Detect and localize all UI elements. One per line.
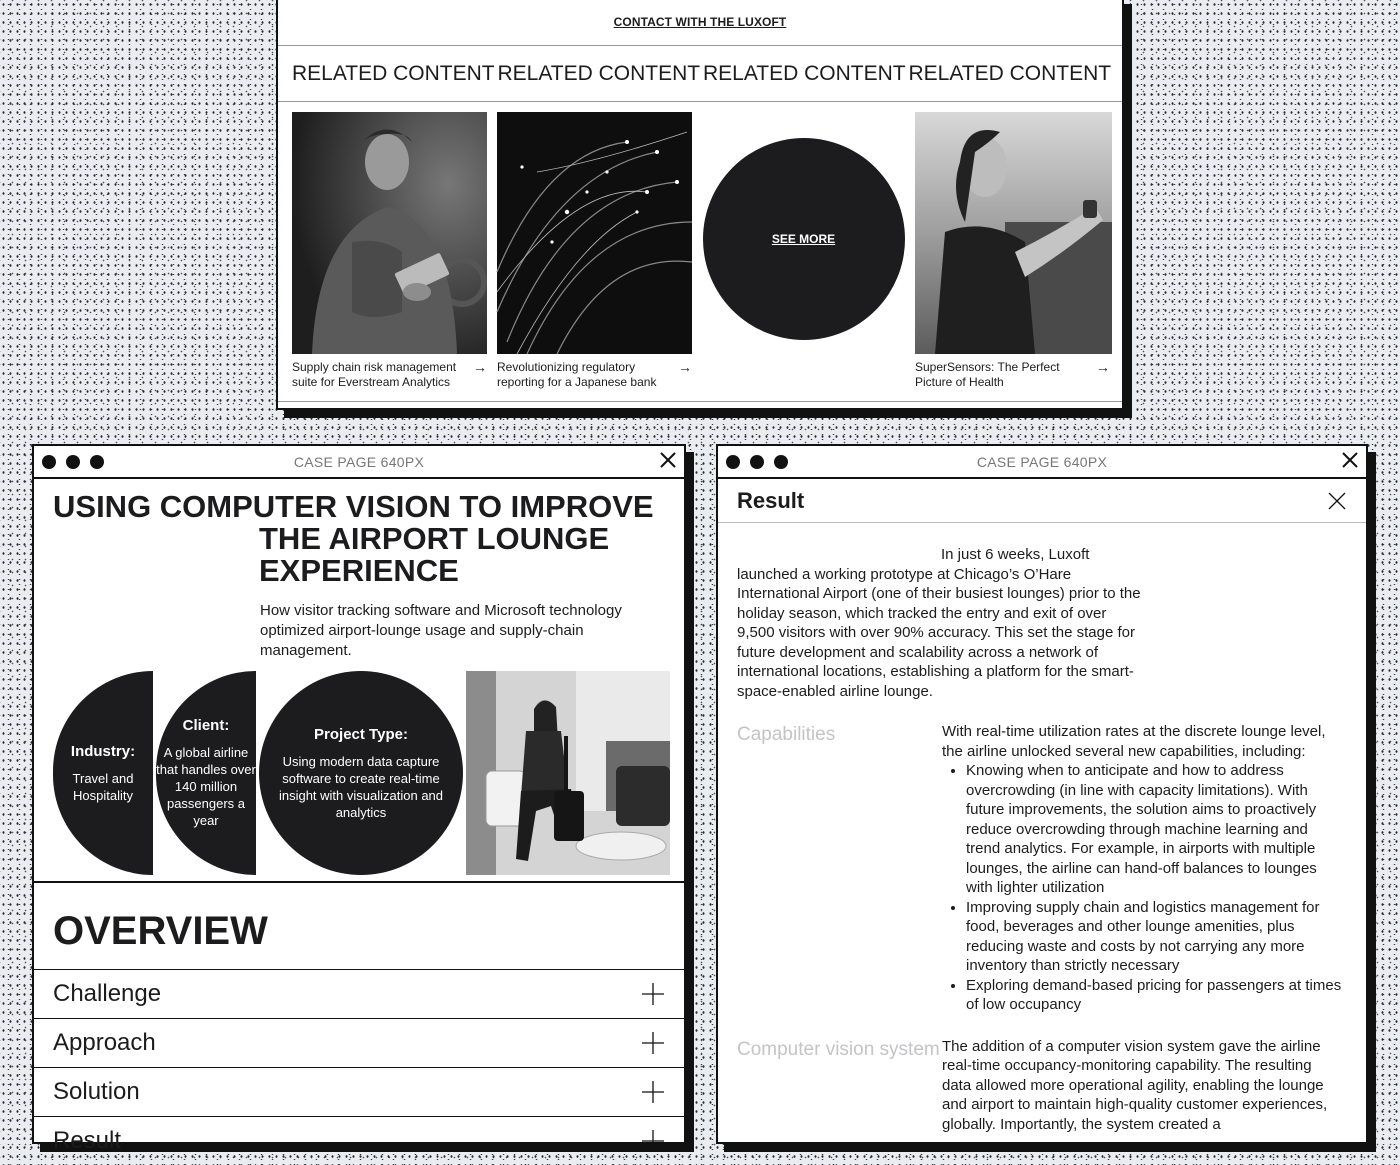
modal-header xyxy=(718,479,1366,523)
contact-bar xyxy=(278,0,1122,46)
browser-chrome xyxy=(34,446,684,479)
cv-system-text: The addition of a computer vision system gave the airline real-time occupancy-monitoring capability. The resulting data allowed more operational agility, enabling the lounge and airport to maintain high-quality customer experiences, globally. Importantly, the system created a xyxy=(942,1037,1328,1133)
related-heading: RELATED CONTENT xyxy=(703,61,906,85)
man-with-tablet-photo xyxy=(292,112,487,354)
accordion-label: Approach xyxy=(53,1029,156,1056)
card-caption: Supply chain risk management suite for Everstream Analytics xyxy=(292,360,457,389)
title-line: EXPERIENCE xyxy=(259,553,459,588)
related-headings xyxy=(278,46,1122,102)
woman-with-smartwatch-photo xyxy=(915,112,1110,354)
window-title: CASE PAGE 640PX xyxy=(293,453,425,470)
arrow-right-icon: → xyxy=(473,359,487,375)
cv-system-section xyxy=(737,1037,1366,1135)
cv-system-label: Computer vision system xyxy=(737,1038,940,1060)
modal-body xyxy=(718,523,1366,1134)
capabilities-lead: With real-time utilization rates at the discrete lounge level, the airline unlocked several new capabilities, including: xyxy=(942,723,1326,760)
see-more-wrap xyxy=(702,112,905,390)
accordion-label: Solution xyxy=(53,1078,140,1105)
modal-title: Result xyxy=(737,487,805,513)
fiber-optics-photo xyxy=(497,112,692,354)
related-content-window xyxy=(276,0,1124,410)
traveler-in-lounge-photo xyxy=(466,671,670,875)
accordion-approach[interactable] xyxy=(34,1018,684,1067)
client-label: Client: xyxy=(182,717,230,734)
accordion-solution[interactable] xyxy=(34,1067,684,1116)
close-icon[interactable] xyxy=(658,450,678,470)
related-heading: RELATED CONTENT xyxy=(908,61,1112,85)
title-line: USING COMPUTER VISION TO IMPROVE xyxy=(53,489,654,524)
plus-icon[interactable] xyxy=(642,1081,664,1103)
capabilities-section xyxy=(737,722,1366,1015)
project-type-circle xyxy=(259,671,463,875)
divider xyxy=(278,401,1122,402)
result-intro: In just 6 weeks, Luxoft launched a working prototype at Chicago’s O’Hare International Airport (one of their busiest lounges) prior to the holiday season, which tracked the entry and exit of over 9,500 visitors with over 90% accuracy. This set the stage for future development and scalability across a network of international locations, establishing a platform for the smart-space-enabled airline lounge. xyxy=(737,546,1141,700)
project-type-value: Using modern data capture software to create real-time insight with visualization and analytics xyxy=(278,753,444,820)
card-caption: SuperSensors: The Perfect Picture of Health xyxy=(915,360,1060,389)
plus-icon[interactable] xyxy=(642,1032,664,1054)
overview-heading: OVERVIEW xyxy=(53,909,268,953)
list-item: • Exploring demand-based pricing for passengers at times of low occupancy xyxy=(966,976,1342,1015)
case-page-window xyxy=(32,444,686,1154)
related-card-everstream[interactable] xyxy=(292,112,487,390)
capabilities-label: Capabilities xyxy=(737,724,836,745)
contact-link[interactable]: CONTACT WITH THE LUXOFT xyxy=(613,14,787,29)
accordion-challenge[interactable] xyxy=(34,969,684,1018)
list-item: • Improving supply chain and logistics management for food, beverages and other lounge amenities, plus reducing waste and costs by not carrying any more inventory than strictly necessary xyxy=(966,898,1342,976)
related-card-supersensors[interactable] xyxy=(915,112,1110,390)
industry-label: Industry: xyxy=(70,742,136,760)
client-value: A global airline that handles over 140 million passengers a year xyxy=(156,745,256,828)
close-icon[interactable] xyxy=(1340,450,1360,470)
industry-value: Travel and Hospitality xyxy=(72,770,134,803)
related-card-japanese-bank[interactable] xyxy=(497,112,692,390)
list-item: • Knowing when to anticipate and how to address overcrowding (in line with capacity limitations). With future improvements, the solution aims to proactively reduce overcrowding through machine learning and trend analytics. For example, in airports with multiple lounges, the airline can hand-off balances to lounges with lighter utilization xyxy=(966,761,1342,898)
capabilities-list xyxy=(942,761,1342,1015)
result-modal-window xyxy=(716,444,1368,1144)
accordion-label: Challenge xyxy=(53,980,162,1007)
accordion-label: Result xyxy=(53,1127,122,1154)
see-more-label: SEE MORE xyxy=(771,232,836,246)
client-shape xyxy=(156,671,256,875)
project-type-label: Project Type: xyxy=(314,725,408,743)
accordion-result[interactable] xyxy=(34,1116,684,1165)
card-caption: Revolutionizing regulatory reporting for a Japanese bank xyxy=(497,360,657,389)
related-heading: RELATED CONTENT xyxy=(292,61,495,85)
see-more-button[interactable] xyxy=(703,138,905,340)
page-title xyxy=(34,479,684,587)
plus-icon[interactable] xyxy=(642,1130,664,1152)
window-title: CASE PAGE 640PX xyxy=(976,453,1108,470)
related-heading: RELATED CONTENT xyxy=(497,61,701,85)
close-icon[interactable] xyxy=(1328,492,1346,510)
related-cards xyxy=(278,102,1122,390)
title-line: THE AIRPORT LOUNGE xyxy=(259,521,610,556)
arrow-right-icon: → xyxy=(678,359,692,375)
plus-icon[interactable] xyxy=(642,983,664,1005)
industry-shape xyxy=(53,671,153,875)
arrow-right-icon: → xyxy=(1096,359,1110,375)
project-facts xyxy=(53,671,684,876)
page-subtitle: How visitor tracking software and Microsoft technology optimized airport-lounge usage and supply-chain management. xyxy=(260,602,622,659)
browser-chrome xyxy=(718,446,1366,479)
